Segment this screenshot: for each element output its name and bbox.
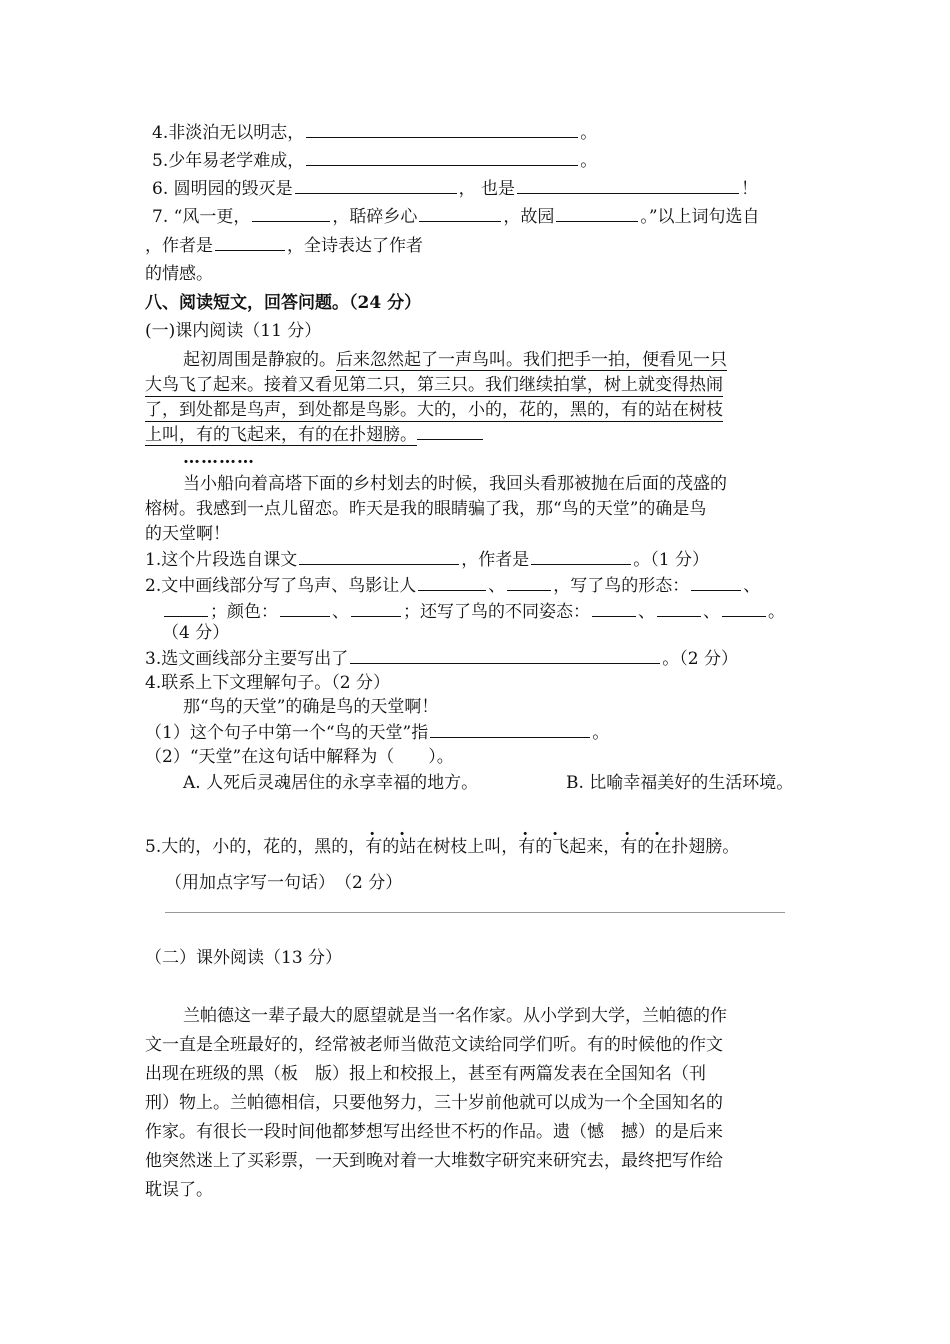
emphasis-dots-3: . . 有的 <box>620 820 669 857</box>
item-7-line2: ，作者是 ，全诗表达了作者 <box>145 236 423 256</box>
passage2-line1: 当小船向着高塔下面的乡村划去的时候，我回头看那被抛在后面的茂盛的 <box>183 474 727 494</box>
passage3-line4: 刑）物上。兰帕德相信，只要他努力，三十岁前他就可以成为一个全国知名的 <box>145 1093 723 1113</box>
passage3-line3: 出现在班级的黑（板 版）报上和校报上，甚至有两篇发表在全国知名（刊 <box>145 1064 706 1084</box>
blank-item4[interactable] <box>306 121 578 138</box>
question-4-1: （1）这个句子中第一个“鸟的天堂”指 。 <box>145 723 610 743</box>
question-3: 3.选文画线部分主要写出了 。（2 分） <box>145 649 738 669</box>
passage1-line4: 上叫，有的飞起来，有的在扑翅膀。 <box>145 424 483 446</box>
blank-q2-5[interactable] <box>280 600 330 617</box>
question-2-line2: ；颜色： 、 ；还写了鸟的不同姿态： 、 、 。 <box>162 600 785 623</box>
passage1-line2: 大鸟飞了起来。接着又看见第二只，第三只。我们继续拍掌，树上就变得热闹 <box>145 375 723 395</box>
blank-item7-b[interactable] <box>419 205 501 222</box>
passage1-line1: 起初周围是静寂的。后来忽然起了一声鸟叫。我们把手一拍，便看见一只 <box>183 350 727 370</box>
question-4-title: 4.联系上下文理解句子。（2 分） <box>145 673 390 693</box>
option-b[interactable]: B. 比喻幸福美好的生活环境。 <box>566 773 794 793</box>
option-a[interactable]: A. 人死后灵魂居住的永享幸福的地方。 <box>183 773 479 793</box>
passage2-line2: 榕树。我感到一点儿留恋。昨天是我的眼睛骗了我，那“鸟的天堂”的确是鸟 <box>145 499 707 519</box>
item-7: 7. “风一更， ，聒碎乡心 ，故园 。”以上词句选自 <box>152 207 760 227</box>
blank-item6-a[interactable] <box>295 177 457 194</box>
blank-q2-8[interactable] <box>657 600 701 617</box>
item-5: 5.少年易老学难成， 。 <box>152 151 598 171</box>
blank-item7-a[interactable] <box>252 205 330 222</box>
section-heading: 八、阅读短文，回答问题。（24 分） <box>145 293 422 313</box>
question-5-note: （用加点字写一句话） （2 分） <box>165 873 403 893</box>
question-2: 2.文中画线部分写了鸟声、鸟影让人 、 ，写了鸟的形态： 、 <box>145 576 761 596</box>
ellipsis: ………… <box>183 448 255 468</box>
item-6: 6. 圆明园的毁灭是 ， 也是 ！ <box>152 179 759 199</box>
blank-q2-3[interactable] <box>691 574 741 591</box>
blank-item5[interactable] <box>306 149 578 166</box>
passage3-line7: 耽误了。 <box>145 1180 213 1200</box>
item-7-line3: 的情感。 <box>145 264 213 284</box>
part1-title: (一)课内阅读（11 分） <box>145 321 322 341</box>
question-1: 1.这个片段选自课文 ，作者是 。（1 分） <box>145 550 709 570</box>
blank-item7-c[interactable] <box>556 205 638 222</box>
emphasis-dots-2: . . 有的 <box>518 820 567 857</box>
question-2-score: （4 分） <box>162 623 230 643</box>
blank-q2-2[interactable] <box>507 574 551 591</box>
item-4: 4.非淡泊无以明志， 。 <box>152 123 598 143</box>
passage3-line1: 兰帕德这一辈子最大的愿望就是当一名作家。从小学到大学，兰帕德的作 <box>183 1006 727 1026</box>
blank-q2-7[interactable] <box>592 600 636 617</box>
blank-q2-9[interactable] <box>722 600 766 617</box>
passage3-line6: 他突然迷上了买彩票，一天到晚对着一大堆数字研究来研究去，最终把写作给 <box>145 1151 723 1171</box>
blank-q1-title[interactable] <box>299 548 459 565</box>
blank-q4-1[interactable] <box>430 721 590 738</box>
passage2-line3: 的天堂啊！ <box>145 524 230 544</box>
question-4-sentence: 那“鸟的天堂”的确是鸟的天堂啊！ <box>183 697 439 717</box>
blank-q3[interactable] <box>350 647 660 664</box>
blank-item7-author[interactable] <box>215 234 285 251</box>
blank-q2-1[interactable] <box>418 574 486 591</box>
question-5: 5.大的，小的，花的，黑的， . . 有的站在树枝上叫， . . 有的飞起来， . . 有的在扑翅膀。 <box>145 820 740 857</box>
part2-title: （二）课外阅读（13 分） <box>145 948 343 968</box>
blank-item6-b[interactable] <box>517 177 739 194</box>
passage1-line3: 了，到处都是鸟声，到处都是鸟影。大的，小的，花的，黑的，有的站在树枝 <box>145 400 723 420</box>
blank-q2-4[interactable] <box>164 600 208 617</box>
question-4-2: （2）“天堂”在这句话中解释为（ ）。 <box>145 747 454 767</box>
passage3-line5: 作家。有很长一段时间他都梦想写出经世不朽的作品。遗（憾 撼）的是后来 <box>145 1122 723 1142</box>
blank-q1-author[interactable] <box>531 548 631 565</box>
passage3-line2: 文一直是全班最好的，经常被老师当做范文读给同学们听。有的时候他的作文 <box>145 1035 723 1055</box>
blank-q2-6[interactable] <box>351 600 401 617</box>
underlined-text: 后来忽然起了一声鸟叫。我们把手一拍，便看见一只 <box>336 350 727 370</box>
answer-line[interactable] <box>165 912 785 913</box>
emphasis-dots-1: . . 有的 <box>365 820 414 857</box>
underline-extension <box>417 439 483 440</box>
